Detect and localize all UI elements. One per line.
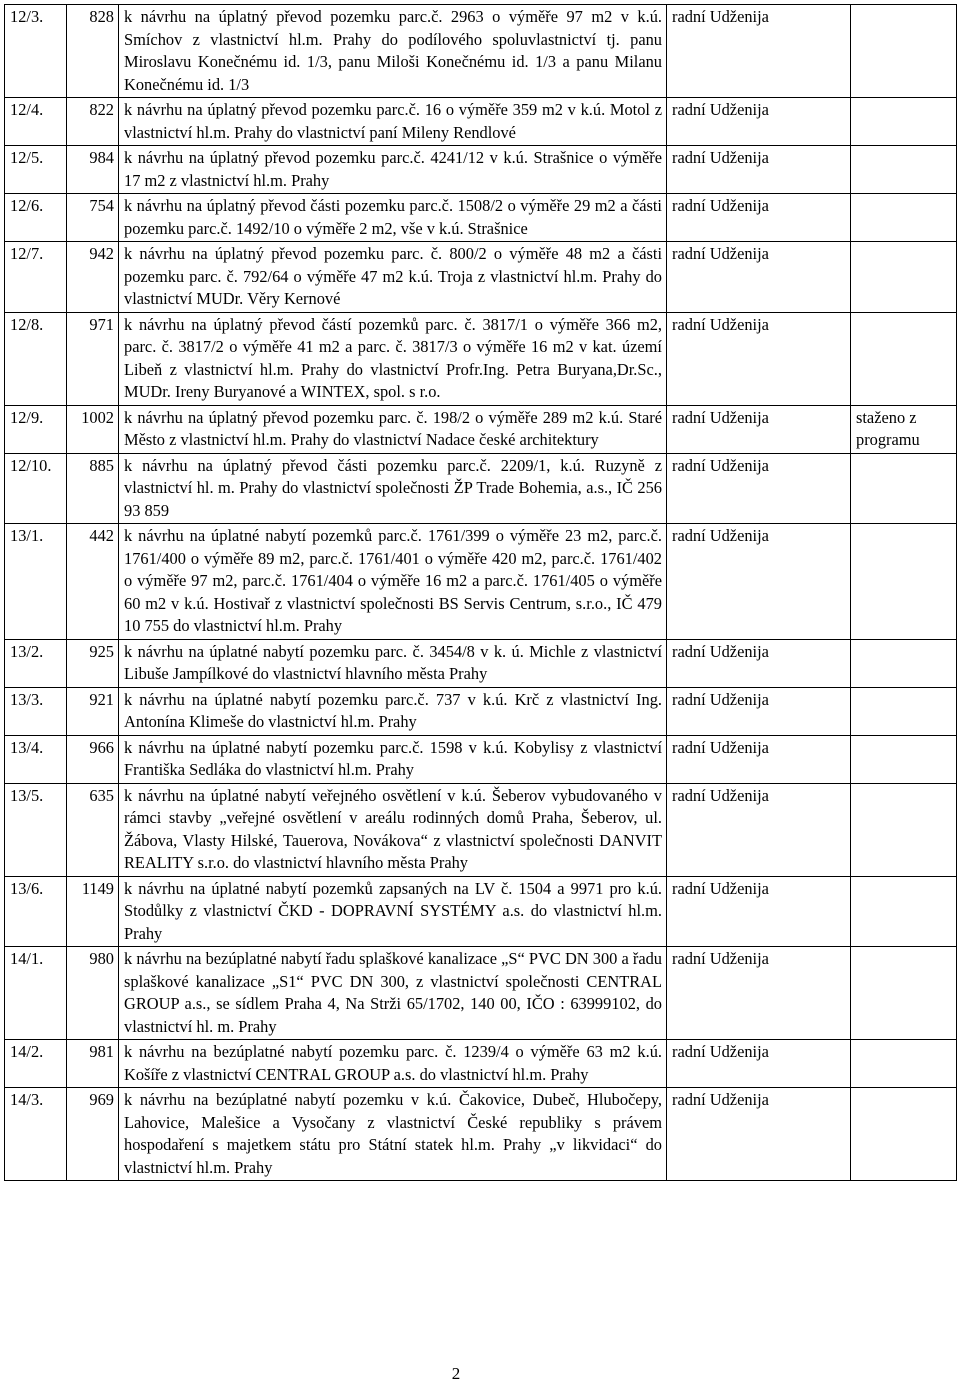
item-note (851, 876, 957, 947)
presenter: radní Udženija (667, 242, 851, 313)
document-number: 921 (67, 687, 119, 735)
document-number: 966 (67, 735, 119, 783)
presenter: radní Udženija (667, 947, 851, 1040)
item-note (851, 5, 957, 98)
item-description: k návrhu na bezúplatné nabytí pozemku v k.ú. Čakovice, Dubeč, Hlubočepy, Lahovice, Malešice a Vysočany z vlastnictví České republiky s právem hospodaření s majetkem státu pro Státní statek hl.m. Prahy „v likvidaci“ do vlastnictví hl.m. Prahy (119, 1088, 667, 1181)
item-description: k návrhu na úplatné nabytí pozemků parc.č. 1761/399 o výměře 23 m2, parc.č. 1761/400 o výměře 89 m2, parc.č. 1761/401 o výměře 420 m2, parc.č. 1761/402 o výměře 97 m2, parc.č. 1761/404 o výměře 16 m2 a parc.č. 1761/405 o výměře 60 m2 v k.ú. Hostivař z vlastnictví společnosti BS Servis Centrum, s.r.o., IČ 479 10 755 do vlastnictví hl.m. Prahy (119, 524, 667, 640)
table-row (5, 687, 957, 735)
document-number: 1149 (67, 876, 119, 947)
item-number: 13/1. (5, 524, 67, 640)
table-row (5, 405, 957, 453)
item-description: k návrhu na úplatný převod části pozemku parc.č. 1508/2 o výměře 29 m2 a části pozemku parc.č. 1492/10 o výměře 2 m2, vše v k.ú. Strašnice (119, 194, 667, 242)
item-number: 12/10. (5, 453, 67, 524)
item-note (851, 947, 957, 1040)
document-number: 981 (67, 1040, 119, 1088)
table-row (5, 5, 957, 98)
item-description: k návrhu na úplatný převod pozemku parc. č. 800/2 o výměře 48 m2 a části pozemku parc. č. 792/64 o výměře 47 m2 k.ú. Troja z vlastnictví hl.m. Prahy do vlastnictví MUDr. Věry Kernové (119, 242, 667, 313)
item-description: k návrhu na úplatné nabytí pozemku parc. č. 3454/8 v k. ú. Michle z vlastnictví Libuše Jampílkové do vlastnictví hlavního města Prahy (119, 639, 667, 687)
item-note (851, 735, 957, 783)
item-number: 12/5. (5, 146, 67, 194)
document-number: 942 (67, 242, 119, 313)
item-note (851, 98, 957, 146)
item-note (851, 242, 957, 313)
document-number: 984 (67, 146, 119, 194)
item-number: 12/3. (5, 5, 67, 98)
item-description: k návrhu na úplatné nabytí pozemku parc.č. 737 v k.ú. Krč z vlastnictví Ing. Antonína Klimeše do vlastnictví hl.m. Prahy (119, 687, 667, 735)
presenter: radní Udženija (667, 783, 851, 876)
document-number: 971 (67, 312, 119, 405)
item-description: k návrhu na bezúplatné nabytí řadu splaškové kanalizace „S“ PVC DN 300 a řadu splaškové kanalizace „S1“ PVC DN 300, z vlastnictví společnosti CENTRAL GROUP a.s., se sídlem Praha 4, Na Strži 65/1702, 140 00, IČO : 63999102, do vlastnictví hl. m. Prahy (119, 947, 667, 1040)
presenter: radní Udženija (667, 876, 851, 947)
item-note (851, 453, 957, 524)
agenda-table (4, 4, 957, 1181)
table-row (5, 98, 957, 146)
item-number: 12/9. (5, 405, 67, 453)
item-note (851, 146, 957, 194)
item-number: 14/2. (5, 1040, 67, 1088)
presenter: radní Udženija (667, 639, 851, 687)
table-row (5, 783, 957, 876)
presenter: radní Udženija (667, 146, 851, 194)
presenter: radní Udženija (667, 1088, 851, 1181)
document-number: 969 (67, 1088, 119, 1181)
presenter: radní Udženija (667, 312, 851, 405)
table-row (5, 146, 957, 194)
item-number: 12/7. (5, 242, 67, 313)
table-row (5, 1088, 957, 1181)
item-note: staženo z programu (851, 405, 957, 453)
presenter: radní Udženija (667, 1040, 851, 1088)
item-number: 13/2. (5, 639, 67, 687)
table-row (5, 312, 957, 405)
presenter: radní Udženija (667, 735, 851, 783)
item-description: k návrhu na úplatný převod pozemku parc.č. 16 o výměře 359 m2 v k.ú. Motol z vlastnictví hl.m. Prahy do vlastnictví paní Mileny Rendlové (119, 98, 667, 146)
page-number: 2 (451, 1364, 461, 1383)
item-note (851, 194, 957, 242)
presenter: radní Udženija (667, 98, 851, 146)
item-description: k návrhu na úplatný převod pozemku parc.č. 2963 o výměře 97 m2 v k.ú. Smíchov z vlastnictví hl.m. Prahy do podílového spoluvlastnictví tj. panu Miroslavu Konečnému id. 1/3, panu Miloši Konečnému id. 1/3 a panu Milanu Konečnému id. 1/3 (119, 5, 667, 98)
item-description: k návrhu na úplatný převod pozemku parc. č. 198/2 o výměře 289 m2 k.ú. Staré Město z vlastnictví hl.m. Prahy do vlastnictví Nadace české architektury (119, 405, 667, 453)
item-number: 14/1. (5, 947, 67, 1040)
item-number: 13/3. (5, 687, 67, 735)
item-number: 13/4. (5, 735, 67, 783)
item-number: 12/8. (5, 312, 67, 405)
table-row (5, 453, 957, 524)
table-row (5, 876, 957, 947)
presenter: radní Udženija (667, 194, 851, 242)
item-note (851, 1088, 957, 1181)
presenter: radní Udženija (667, 405, 851, 453)
table-row (5, 735, 957, 783)
presenter: radní Udženija (667, 453, 851, 524)
document-number: 885 (67, 453, 119, 524)
document-number: 754 (67, 194, 119, 242)
item-number: 14/3. (5, 1088, 67, 1181)
item-description: k návrhu na úplatné nabytí veřejného osvětlení v k.ú. Šeberov vybudovaného v rámci stavby „veřejné osvětlení v areálu rodinných domů Praha, Šeberov, ul. Žábova, Vlasty Hilské, Tauerova, Novákova“ z vlastnictví společnosti DANVIT REALITY s.r.o. do vlastnictví hlavního města Prahy (119, 783, 667, 876)
item-note (851, 312, 957, 405)
item-description: k návrhu na úplatný převod částí pozemků parc. č. 3817/1 o výměře 366 m2, parc. č. 3817/2 o výměře 41 m2 a parc. č. 3817/3 o výměře 16 m2 v kat. území Libeň z vlastnictví hl.m. Prahy do vlastnictví Profr.Ing. Petra Buryana,Dr.Sc., MUDr. Ireny Buryanové a WINTEX, spol. s r.o. (119, 312, 667, 405)
item-number: 13/5. (5, 783, 67, 876)
table-row (5, 947, 957, 1040)
presenter: radní Udženija (667, 524, 851, 640)
table-row (5, 242, 957, 313)
presenter: radní Udženija (667, 5, 851, 98)
table-row (5, 1040, 957, 1088)
document-number: 442 (67, 524, 119, 640)
item-description: k návrhu na bezúplatné nabytí pozemku parc. č. 1239/4 o výměře 63 m2 k.ú. Košíře z vlastnictví CENTRAL GROUP a.s. do vlastnictví hl.m. Prahy (119, 1040, 667, 1088)
item-number: 12/4. (5, 98, 67, 146)
document-number: 925 (67, 639, 119, 687)
document-number: 1002 (67, 405, 119, 453)
document-number: 828 (67, 5, 119, 98)
presenter: radní Udženija (667, 687, 851, 735)
item-note (851, 1040, 957, 1088)
table-row (5, 639, 957, 687)
document-number: 822 (67, 98, 119, 146)
item-number: 12/6. (5, 194, 67, 242)
document-number: 980 (67, 947, 119, 1040)
item-description: k návrhu na úplatný převod pozemku parc.č. 4241/12 v k.ú. Strašnice o výměře 17 m2 z vlastnictví hl.m. Prahy (119, 146, 667, 194)
item-description: k návrhu na úplatný převod části pozemku parc.č. 2209/1, k.ú. Ruzyně z vlastnictví hl. m. Prahy do vlastnictví společnosti ŽP Trade Bohemia, a.s., IČ 256 93 859 (119, 453, 667, 524)
item-note (851, 524, 957, 640)
item-note (851, 687, 957, 735)
item-description: k návrhu na úplatné nabytí pozemků zapsaných na LV č. 1504 a 9971 pro k.ú. Stodůlky z vlastnictví ČKD - DOPRAVNÍ SYSTÉMY a.s. do vlastnictví hl.m. Prahy (119, 876, 667, 947)
item-note (851, 639, 957, 687)
document-number: 635 (67, 783, 119, 876)
table-row (5, 524, 957, 640)
item-number: 13/6. (5, 876, 67, 947)
item-note (851, 783, 957, 876)
table-row (5, 194, 957, 242)
item-description: k návrhu na úplatné nabytí pozemku parc.č. 1598 v k.ú. Kobylisy z vlastnictví Františka Sedláka do vlastnictví hl.m. Prahy (119, 735, 667, 783)
agenda-body (5, 5, 957, 1181)
